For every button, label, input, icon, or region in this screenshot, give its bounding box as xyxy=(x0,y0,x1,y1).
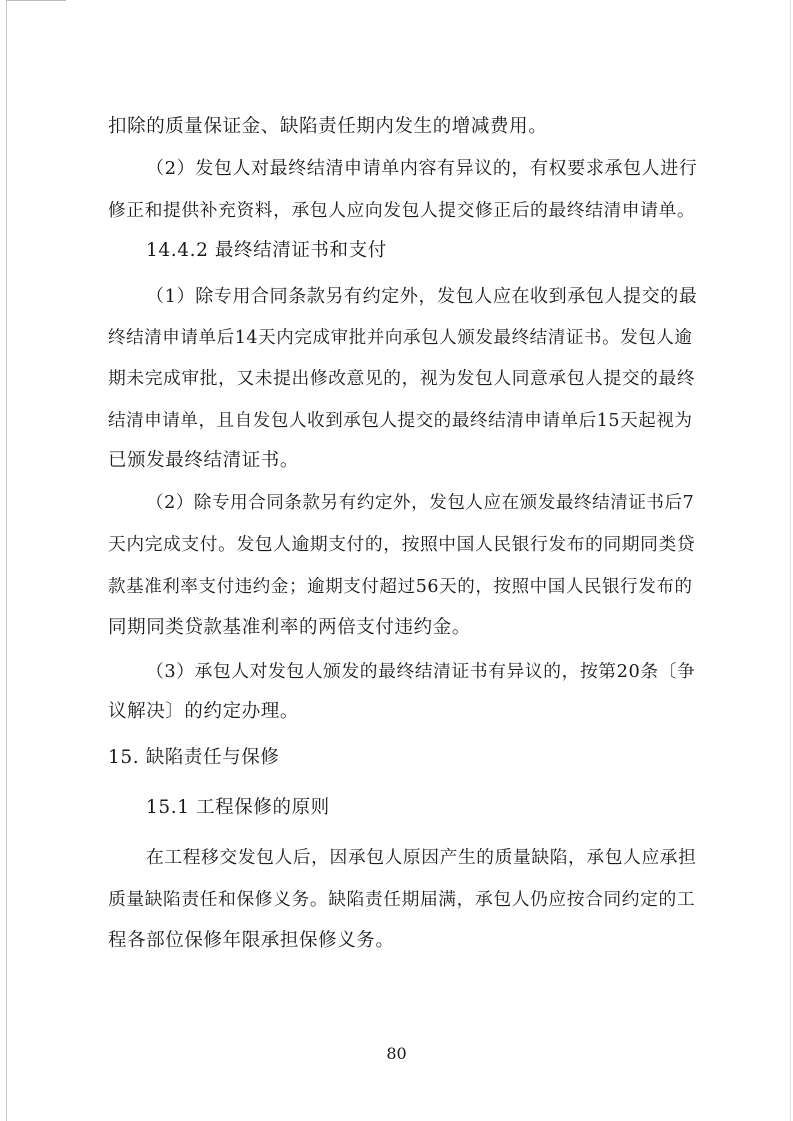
text-line: 扣除的质量保证金、缺陷责任期内发生的增减费用。 xyxy=(108,116,548,137)
text-line: 程各部位保修年限承担保修义务。 xyxy=(108,930,395,951)
scan-edge-right xyxy=(790,0,791,1121)
scan-corner-mark xyxy=(6,0,66,1)
section-heading-15-1: 15.1 工程保修的原则 xyxy=(146,797,330,818)
text-line: 期未完成审批，又未提出修改意见的，视为发包人同意承包人提交的最终 xyxy=(108,369,696,389)
text-line: （1）除专用合同条款另有约定外，发包人应在收到承包人提交的最 xyxy=(146,286,698,307)
text-line: 天内完成支付。发包人逾期支付的，按照中国人民银行发布的同期同类贷 xyxy=(108,535,696,555)
text-line: 议解决〕的约定办理。 xyxy=(108,701,300,722)
text-line: 同期同类贷款基准利率的两倍支付违约金。 xyxy=(108,617,471,638)
text-line: 修正和提供补充资料，承包人应向发包人提交修正后的最终结清申请单。 xyxy=(108,201,696,221)
section-heading-15: 15. 缺陷责任与保修 xyxy=(108,747,280,768)
scan-edge-left xyxy=(6,0,7,1121)
text-line: （3）承包人对发包人颁发的最终结清证书有异议的，按第20条〔争 xyxy=(146,662,696,682)
text-line: 在工程移交发包人后，因承包人原因产生的质量缺陷，承包人应承担 xyxy=(146,848,697,868)
section-heading-14-4-2: 14.4.2 最终结清证书和支付 xyxy=(146,240,387,261)
text-line: 已颁发最终结清证书。 xyxy=(108,450,300,471)
text-line: 结清申请单，且自发包人收到承包人提交的最终结清申请单后15天起视为 xyxy=(108,411,693,431)
text-line: 终结清申请单后14天内完成审批并向承包人颁发最终结清证书。发包人逾 xyxy=(108,328,693,348)
text-line: 质量缺陷责任和保修义务。缺陷责任期届满，承包人仍应按合同约定的工 xyxy=(108,890,696,910)
page-number: 80 xyxy=(386,1044,407,1063)
text-line: 款基准利率支付违约金；逾期支付超过56天的，按照中国人民银行发布的 xyxy=(108,577,693,597)
text-line: （2）除专用合同条款另有约定外，发包人应在颁发最终结清证书后7 xyxy=(146,493,695,513)
text-line: （2）发包人对最终结清申请单内容有异议的，有权要求承包人进行 xyxy=(146,158,698,179)
